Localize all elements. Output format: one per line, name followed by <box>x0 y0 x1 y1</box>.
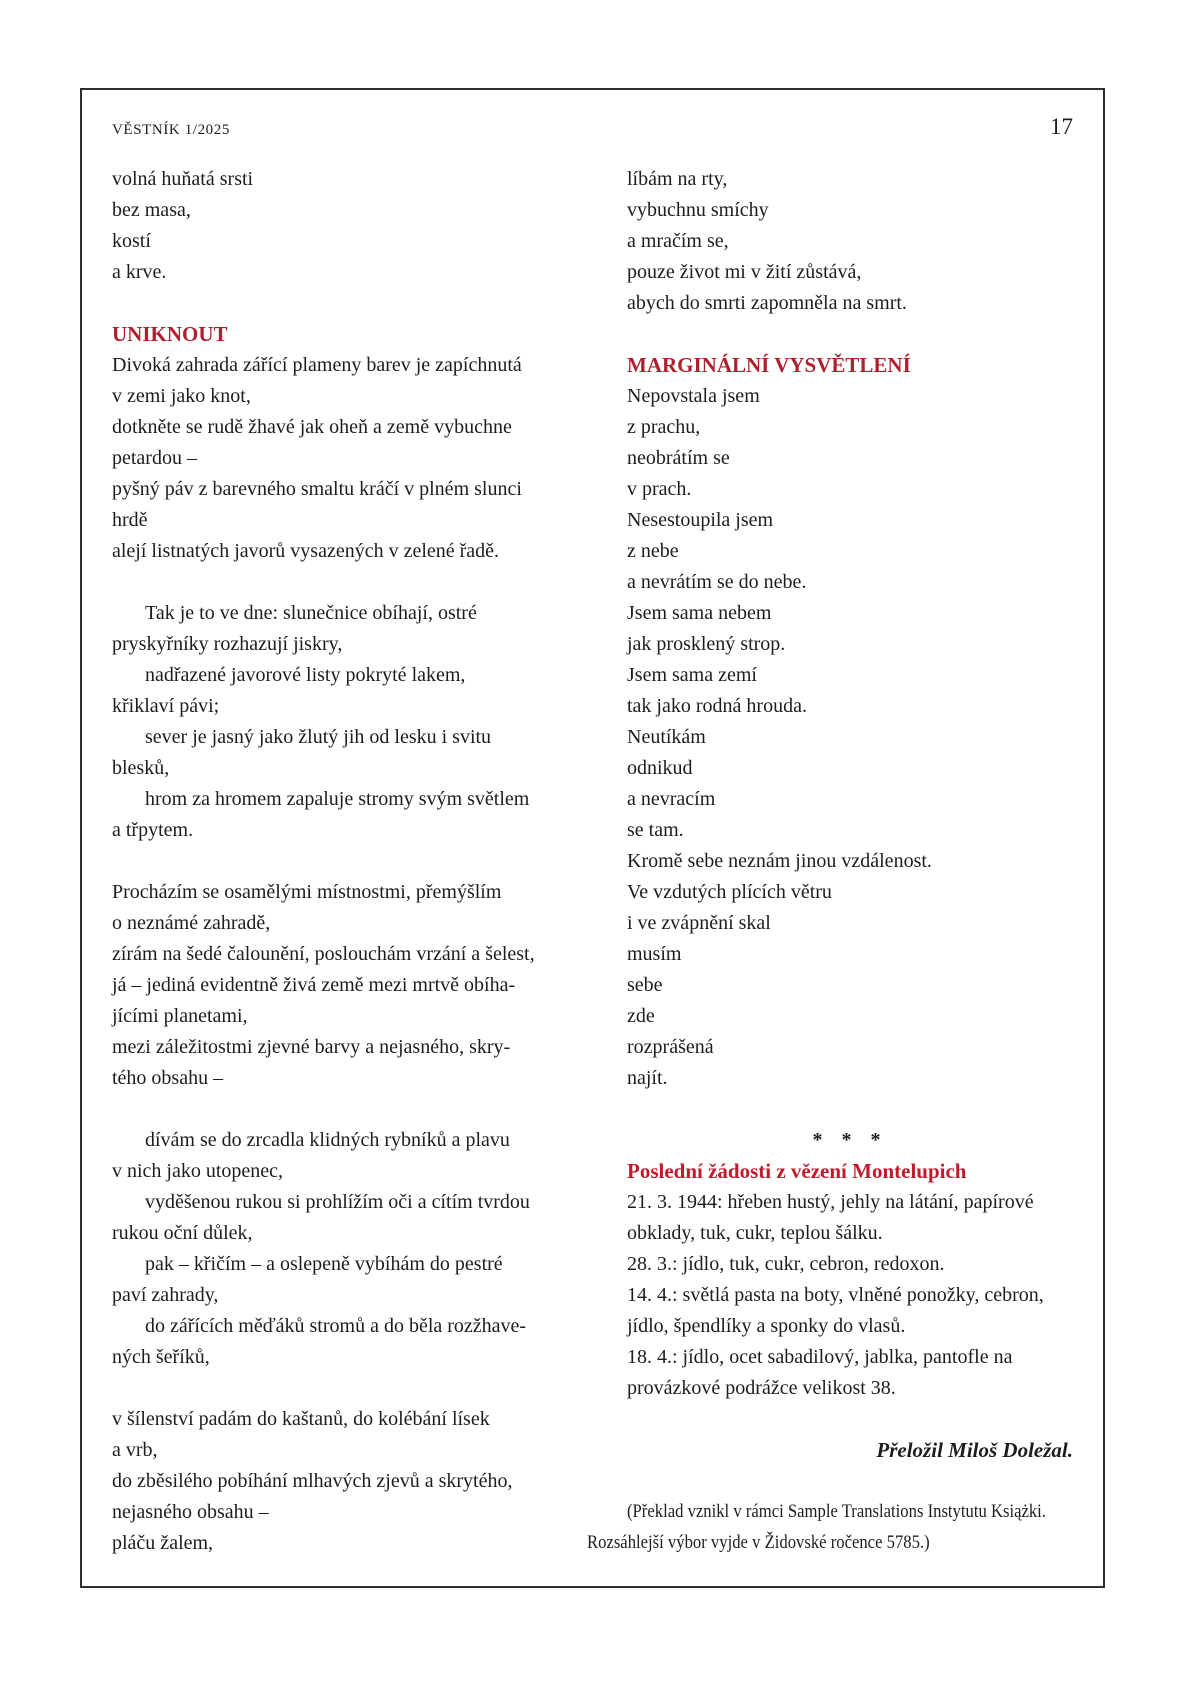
poem-line: abych do smrti zapomněla na smrt. <box>627 292 907 314</box>
poem-line: odnikud <box>627 757 693 779</box>
poem-line: o neznámé zahradě, <box>112 912 271 934</box>
page-frame <box>80 88 1105 1588</box>
poem-line: dívám se do zrcadla klidných rybníků a plavu <box>145 1129 510 1151</box>
poem-line: v nich jako utopenec, <box>112 1160 284 1182</box>
poem-title: UNIKNOUT <box>112 322 228 346</box>
poem-line: pouze život mi v žití zůstává, <box>627 261 862 283</box>
poem-line: se tam. <box>627 819 684 841</box>
blank-line <box>112 567 564 598</box>
blank-line <box>112 846 564 877</box>
poem-line: z nebe <box>627 540 679 562</box>
poem-line: sebe <box>627 974 663 996</box>
poem-line: z prachu, <box>627 416 701 438</box>
poem-line: Procházím se osamělými místnostmi, přemýšlím <box>112 881 502 903</box>
poem-line: petardou – <box>112 447 197 469</box>
text-columns <box>82 164 1103 1559</box>
poem-line: a vrb, <box>112 1439 158 1461</box>
poem-line: Kromě sebe neznám jinou vzdálenost. <box>627 850 932 872</box>
poem-line: blesků, <box>112 757 170 779</box>
poem-line: Jsem sama nebem <box>627 602 772 624</box>
blank-line <box>112 1373 564 1404</box>
poem-line: do zářících měďáků stromů a do běla rozžhave- <box>145 1315 527 1337</box>
poem-line: a nevrátím se do nebe. <box>627 571 807 593</box>
poem-line: alejí listnatých javorů vysazených v zelené řadě. <box>112 540 500 562</box>
poem-line: provázkové podrážce velikost 38. <box>627 1377 896 1399</box>
poem-line: 18. 4.: jídlo, ocet sabadilový, jablka, pantofle na <box>627 1346 1013 1368</box>
poem-line: pryskyřníky rozhazují jiskry, <box>112 633 343 655</box>
poem-line: 21. 3. 1944: hřeben hustý, jehly na látání, papírové <box>627 1191 1034 1213</box>
poem-line: musím <box>627 943 682 965</box>
footnote-line: (Překlad vznikl v rámci Sample Translations Instytutu Książki. <box>627 1502 1046 1522</box>
blank-line <box>112 288 564 319</box>
blank-line <box>627 1404 1073 1435</box>
poem-line: Neutíkám <box>627 726 706 748</box>
poem-line: mezi záležitostmi zjevné barvy a nejasného, skry- <box>112 1036 511 1058</box>
poem-line: pláču žalem, <box>112 1532 214 1554</box>
poem-line: v šílenství padám do kaštanů, do kolébání lísek <box>112 1408 490 1430</box>
poem-line: nadřazené javorové listy pokryté lakem, <box>145 664 466 686</box>
poem-line: pyšný páv z barevného smaltu kráčí v plném slunci <box>112 478 522 500</box>
poem-line: rukou oční důlek, <box>112 1222 253 1244</box>
poem-line: volná huňatá srsti <box>112 168 254 190</box>
poem-title: MARGINÁLNÍ VYSVĚTLENÍ <box>627 353 911 377</box>
poem-line: obklady, tuk, cukr, teplou šálku. <box>627 1222 883 1244</box>
poem-line: ných šeříků, <box>112 1346 210 1368</box>
poem-line: do zběsilého pobíhání mlhavých zjevů a skrytého, <box>112 1470 513 1492</box>
poem-line: Nepovstala jsem <box>627 385 760 407</box>
poem-line: v zemi jako knot, <box>112 385 251 407</box>
poem-line: hrdě <box>112 509 148 531</box>
poem-line: tak jako rodná hrouda. <box>627 695 807 717</box>
poem-line: vybuchnu smíchy <box>627 199 769 221</box>
journal-masthead: VĚSTNÍK 1/2025 <box>112 122 230 138</box>
blank-line <box>627 1094 1073 1125</box>
footnote-line: Rozsáhlejší výbor vyjde v Židovské ročence 5785.) <box>587 1533 930 1553</box>
poem-line: najít. <box>627 1067 668 1089</box>
poem-line: kostí <box>112 230 151 252</box>
poem-line: bez masa, <box>112 199 191 221</box>
poem-line: a třpytem. <box>112 819 194 841</box>
poem-line: 14. 4.: světlá pasta na boty, vlněné ponožky, cebron, <box>627 1284 1044 1306</box>
poem-line: pak – křičím – a oslepeně vybíhám do pestré <box>145 1253 503 1275</box>
poem-line: Divoká zahrada zářící plameny barev je zapíchnutá <box>112 354 522 376</box>
poem-line: já – jediná evidentně živá země mezi mrtvě obíha- <box>112 974 516 996</box>
poem-line: tého obsahu – <box>112 1067 224 1089</box>
poem-line: křiklaví pávi; <box>112 695 220 717</box>
poem-line: a krve. <box>112 261 167 283</box>
poem-line: zde <box>627 1005 655 1027</box>
poem-line: Jsem sama zemí <box>627 664 757 686</box>
page-header <box>82 90 1103 140</box>
poem-column-right <box>587 164 1073 1559</box>
blank-line <box>112 1094 564 1125</box>
poem-line: vyděšenou rukou si prohlížím oči a cítím tvrdou <box>145 1191 530 1213</box>
poem-line: rozprášená <box>627 1036 714 1058</box>
poem-column-left <box>112 164 564 1559</box>
poem-line: paví zahrady, <box>112 1284 219 1306</box>
poem-line: a nevracím <box>627 788 716 810</box>
poem-line: hrom za hromem zapaluje stromy svým světlem <box>145 788 530 810</box>
poem-line: Tak je to ve dne: slunečnice obíhají, ostré <box>145 602 477 624</box>
translator-byline: Přeložil Miloš Doležal. <box>876 1438 1073 1462</box>
poem-line: neobrátím se <box>627 447 730 469</box>
poem-line: jak prosklený strop. <box>627 633 786 655</box>
blank-line <box>627 319 1073 350</box>
column-gap <box>564 164 627 1559</box>
poem-line: Nesestoupila jsem <box>627 509 774 531</box>
poem-line: v prach. <box>627 478 692 500</box>
page-number: 17 <box>1050 114 1073 139</box>
poem-line: Ve vzdutých plících větru <box>627 881 832 903</box>
poem-line: jídlo, špendlíky a sponky do vlasů. <box>627 1315 906 1337</box>
stars-separator: * * * <box>812 1129 888 1151</box>
poem-line: nejasného obsahu – <box>112 1501 269 1523</box>
poem-line: dotkněte se rudě žhavé jak oheň a země vybuchne <box>112 416 512 438</box>
blank-line <box>627 1466 1073 1497</box>
poem-line: i ve zvápnění skal <box>627 912 771 934</box>
poem-line: 28. 3.: jídlo, tuk, cukr, cebron, redoxon. <box>627 1253 945 1275</box>
poem-line: líbám na rty, <box>627 168 728 190</box>
section-title: Poslední žádosti z vězení Montelupich <box>627 1159 967 1183</box>
poem-line: zírám na šedé čalounění, poslouchám vrzání a šelest, <box>112 943 535 965</box>
poem-line: a mračím se, <box>627 230 729 252</box>
poem-line: sever je jasný jako žlutý jih od lesku i svitu <box>145 726 492 748</box>
poem-line: jícími planetami, <box>112 1005 248 1027</box>
